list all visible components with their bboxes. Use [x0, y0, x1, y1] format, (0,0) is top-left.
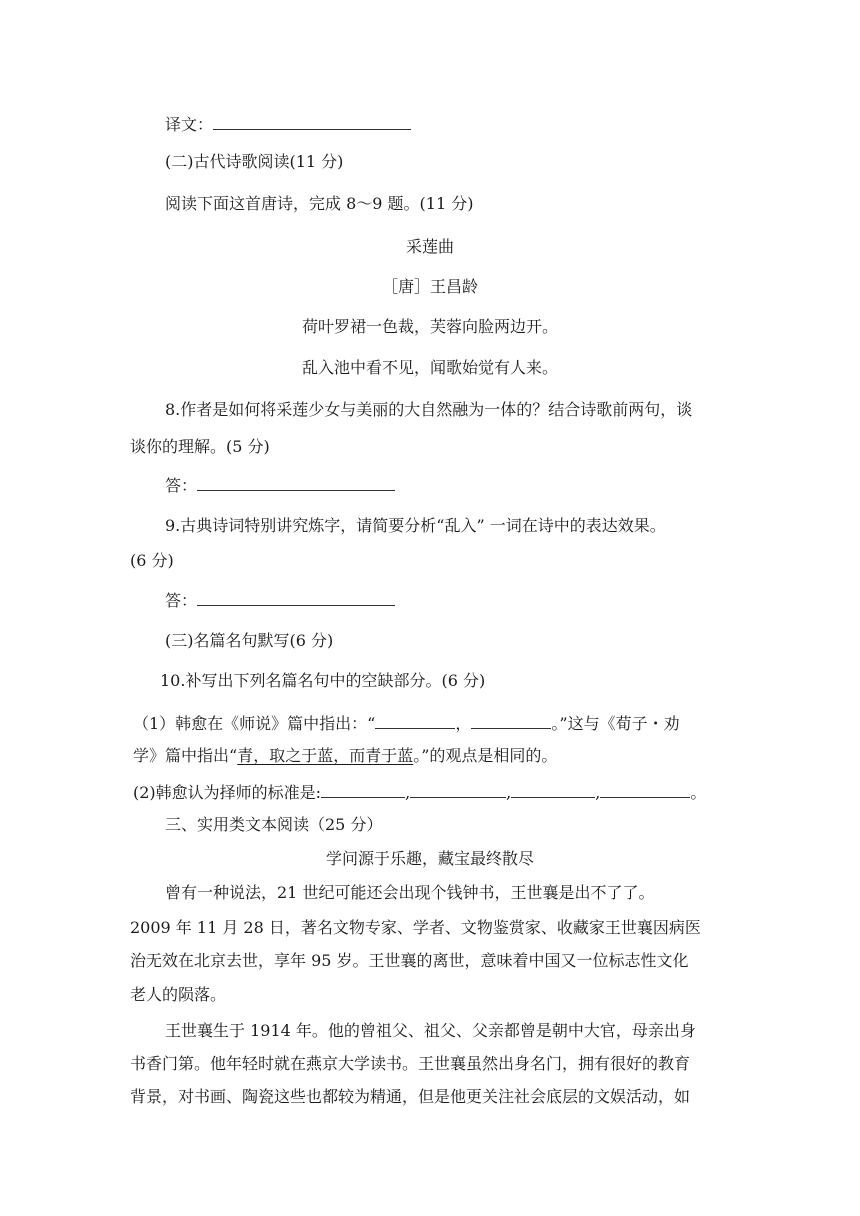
item-2-blank-2[interactable] — [410, 781, 506, 798]
article-title: 学问源于乐趣，藏宝最终散尽 — [325, 849, 534, 868]
poetry-instruction: 阅读下面这首唐诗，完成 8～9 题。(11 分) — [165, 194, 474, 213]
item-2-comma: , — [405, 783, 411, 802]
question-8-answer-blank[interactable] — [197, 474, 395, 491]
article-p3-line-1: 王世襄生于 1914 年。他的曾祖父、祖父、父亲都曾是朝中大官，母亲出身 — [165, 1021, 696, 1040]
article-p2-line-2: 治无效在北京去世，享年 95 岁。王世襄的离世，意味着中国又一位标志性文化 — [130, 951, 689, 970]
section-heading-recitation: (三)名篇名句默写(6 分) — [165, 631, 334, 650]
item-1-suffix: 。”这与《荀子・劝 — [551, 714, 680, 733]
item-1-blank-2[interactable] — [471, 712, 551, 729]
question-10-item-1-line-2 — [133, 745, 557, 767]
part-3-heading: 三、实用类文本阅读（25 分） — [165, 815, 383, 834]
item-2-prefix: (2)韩愈认为择师的标准是: — [133, 783, 322, 802]
item-1-comma: ， — [455, 714, 472, 733]
translation-label: 译文： — [165, 115, 214, 134]
item-2-blank-4[interactable] — [600, 781, 690, 798]
poem-line-2: 乱入池中看不见，闻歌始觉有人来。 — [301, 358, 558, 377]
question-8-line-1: 8.作者是如何将采莲少女与美丽的大自然融为一体的？结合诗歌前两句，谈 — [165, 400, 693, 419]
poem-title: 采莲曲 — [405, 237, 454, 256]
translation-line — [165, 113, 411, 136]
item-2-comma: , — [595, 783, 601, 802]
article-p3-line-2: 书香门第。他年轻时就在燕京大学读书。王世襄虽然出身名门，拥有很好的教育 — [130, 1054, 691, 1073]
article-p1-line-1: 曾有一种说法，21 世纪可能还会出现个钱钟书，王世襄是出不了了。 — [165, 883, 655, 902]
article-p3-line-3: 背景，对书画、陶瓷这些也都较为精通，但是他更关注社会底层的文娱活动，如 — [130, 1087, 691, 1106]
question-10: 10.补写出下列名篇名句中的空缺部分。(6 分) — [160, 671, 486, 690]
item-2-end: 。 — [690, 783, 707, 802]
question-9-line-2: (6 分) — [130, 551, 174, 570]
article-p2-line-1: 2009 年 11 月 28 日，著名文物专家、学者、文物鉴赏家、收藏家王世襄因病医 — [130, 918, 701, 937]
item-1-quote: 青，取之于蓝，而青于蓝 — [237, 746, 414, 765]
question-9-answer-line — [165, 589, 395, 612]
poem-line-1: 荷叶罗裙一色裁，芙蓉向脸两边开。 — [301, 317, 558, 336]
poem-author: ［唐］王昌龄 — [381, 277, 478, 296]
item-1-prefix: （1）韩愈在《师说》篇中指出：“ — [133, 714, 376, 733]
question-9-answer-blank[interactable] — [197, 589, 395, 606]
item-1-line-2-prefix: 学》篇中指出“ — [133, 746, 238, 765]
article-p2-line-3: 老人的陨落。 — [130, 985, 227, 1004]
item-1-blank-1[interactable] — [375, 712, 455, 729]
item-2-comma: , — [506, 783, 512, 802]
item-2-blank-1[interactable] — [321, 781, 405, 798]
section-heading-poetry: (二)古代诗歌阅读(11 分) — [165, 152, 344, 171]
answer-label: 答： — [165, 476, 198, 495]
item-1-line-2-suffix: 。”的观点是相同的。 — [413, 746, 558, 765]
answer-label: 答： — [165, 591, 198, 610]
question-8-line-2: 谈你的理解。(5 分) — [130, 437, 270, 456]
question-9-line-1: 9.古典诗词特别讲究炼字，请简要分析“乱入” 一词在诗中的表达效果。 — [165, 516, 666, 535]
question-10-item-1-line-1 — [133, 712, 680, 735]
question-8-answer-line — [165, 474, 395, 497]
translation-answer-blank[interactable] — [213, 113, 411, 130]
item-2-blank-3[interactable] — [511, 781, 595, 798]
question-10-item-2 — [133, 781, 706, 804]
